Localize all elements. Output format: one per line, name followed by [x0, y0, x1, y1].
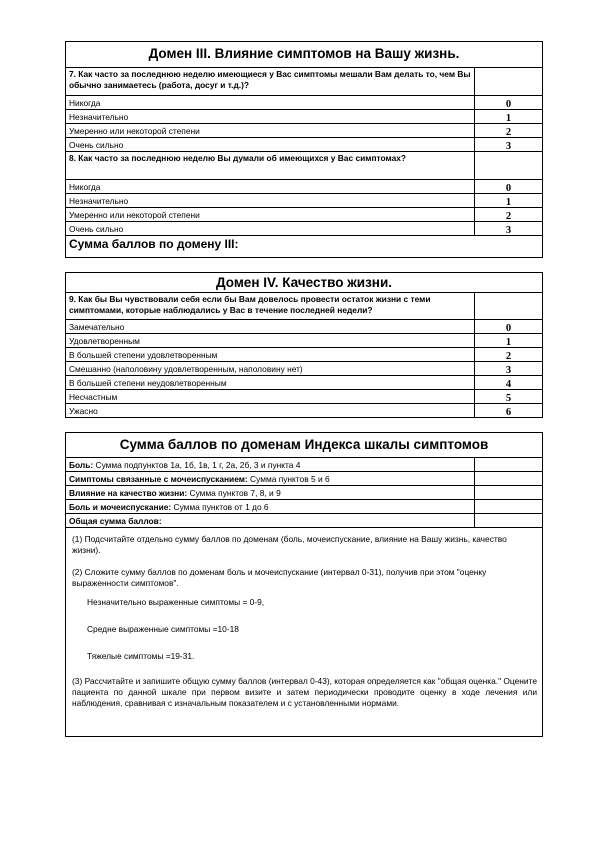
- q8-option-row[interactable]: [66, 194, 542, 208]
- option-score: 4: [505, 379, 512, 390]
- option-label: Несчастным: [66, 390, 475, 403]
- option-score: 2: [505, 127, 512, 138]
- option-label: Замечательно: [66, 320, 475, 333]
- instruction-3: (3) Рассчитайте и запишите общую сумму баллов (интервал 0-43), которая определяется как "общая оценка." Оцените пациента по данной шкале при первом визите и затем периодически проводите оценку в ходе лечения или наблюдения, сравнивая с изначальным показателем и с установленными нормами.: [72, 676, 537, 708]
- summary-row-label: Боль и мочеиспускание:: [69, 502, 172, 512]
- summary-row-label: Влияние на качество жизни:: [69, 488, 188, 498]
- q9-option-row[interactable]: [66, 348, 542, 362]
- summary-score-cell[interactable]: [475, 472, 542, 485]
- question-8-row: [66, 152, 542, 180]
- summary-row-label: Общая сумма баллов:: [69, 516, 162, 526]
- question-9-text: 9. Как бы Вы чувствовали себя если бы Вам довелось провести остаток жизни с теми симптомами, которые наблюдались у Вас в течение последней недели?: [66, 293, 475, 319]
- summary-score-cell[interactable]: [475, 486, 542, 499]
- domain4-table: [65, 272, 543, 418]
- instruction-2: (2) Сложите сумму баллов по доменам боль и мочеиспускание (интервал 0-31), получив при этом "оценку выраженности симптомов".: [72, 567, 487, 588]
- severity-mild: Незначительно выраженные симптомы = 0-9,: [87, 597, 265, 607]
- option-score: 1: [505, 113, 512, 124]
- q7-option-row[interactable]: [66, 110, 542, 124]
- option-label: Очень сильно: [66, 138, 475, 151]
- q9-option-row[interactable]: [66, 390, 542, 404]
- q8-option-row[interactable]: [66, 222, 542, 236]
- q7-option-row[interactable]: [66, 138, 542, 152]
- summary-row-text: Сумма пунктов 7, 8, и 9: [187, 488, 281, 498]
- summary-title: Сумма баллов по доменам Индекса шкалы симптомов: [66, 433, 542, 458]
- q8-option-row[interactable]: [66, 180, 542, 194]
- option-score: 2: [505, 211, 512, 222]
- option-score: 1: [505, 197, 512, 208]
- q8-option-row[interactable]: [66, 208, 542, 222]
- summary-row-label: Симптомы связанные с мочеиспусканием:: [69, 474, 248, 484]
- summary-row-text: Сумма подпунктов 1а, 1б, 1в, 1 г, 2а, 2б, 3 и пункта 4: [93, 460, 301, 470]
- option-label: Очень сильно: [66, 222, 475, 235]
- question-8-score-cell[interactable]: [475, 152, 542, 179]
- option-score: 3: [505, 141, 512, 152]
- summary-row-label: Боль:: [69, 460, 94, 470]
- domain3-title: Домен III. Влияние симптомов на Вашу жизнь.: [66, 42, 542, 68]
- option-score: 0: [505, 323, 512, 334]
- question-7-text: 7. Как часто за последнюю неделю имеющиеся у Вас симптомы мешали Вам делать то, чем Вы обычно занимаетесь (работа, досуг и т.д.)?: [66, 68, 475, 95]
- option-label: В большей степени неудовлетворенным: [66, 376, 475, 389]
- option-label: Никогда: [66, 180, 475, 193]
- q9-option-row[interactable]: [66, 404, 542, 418]
- option-score: 1: [505, 337, 512, 348]
- option-score: 3: [505, 225, 512, 236]
- instruction-1: (1) Подсчитайте отдельно сумму баллов по доменам (боль, мочеиспускание, влияние на Вашу жизнь, качество жизни).: [72, 534, 507, 555]
- option-label: Умеренно или некоторой степени: [66, 208, 475, 221]
- q7-option-row[interactable]: [66, 124, 542, 138]
- question-7-row: [66, 68, 542, 96]
- summary-row: [66, 500, 542, 514]
- option-label: Ужасно: [66, 404, 475, 418]
- severity-severe: Тяжелые симптомы =19-31.: [87, 651, 195, 661]
- domain4-title: Домен IV. Качество жизни.: [66, 273, 542, 293]
- summary-row: [66, 472, 542, 486]
- option-label: Незначительно: [66, 110, 475, 123]
- option-score: 5: [505, 393, 512, 404]
- option-label: Незначительно: [66, 194, 475, 207]
- option-label: Никогда: [66, 96, 475, 109]
- domain3-table: [65, 41, 543, 258]
- option-label: Умеренно или некоторой степени: [66, 124, 475, 137]
- option-score: 0: [505, 99, 512, 110]
- summary-row-text: Сумма пунктов 5 и 6: [247, 474, 330, 484]
- summary-row: [66, 458, 542, 472]
- q9-option-row[interactable]: [66, 376, 542, 390]
- question-9-row: [66, 293, 542, 320]
- summary-row-text: Сумма пунктов от 1 до 6: [171, 502, 269, 512]
- option-label: Удовлетворенным: [66, 334, 475, 347]
- option-score: 0: [505, 183, 512, 194]
- q9-option-row[interactable]: [66, 320, 542, 334]
- summary-table: [65, 432, 543, 737]
- q9-option-row[interactable]: [66, 334, 542, 348]
- option-score: 3: [505, 365, 512, 376]
- question-8-text: 8. Как часто за последнюю неделю Вы думали об имеющихся у Вас симптомах?: [66, 152, 475, 179]
- option-label: Смешанно (наполовину удовлетворенным, наполовину нет): [66, 362, 475, 375]
- q9-option-row[interactable]: [66, 362, 542, 376]
- q7-option-row[interactable]: [66, 96, 542, 110]
- option-score: 2: [505, 351, 512, 362]
- question-7-score-cell[interactable]: [475, 68, 542, 95]
- summary-score-cell[interactable]: [475, 458, 542, 471]
- summary-row: [66, 514, 542, 528]
- question-9-score-cell[interactable]: [475, 293, 542, 319]
- summary-score-cell[interactable]: [475, 514, 542, 527]
- scoring-instructions: [66, 528, 542, 709]
- severity-moderate: Средне выраженные симптомы =10-18: [87, 624, 239, 634]
- summary-score-cell[interactable]: [475, 500, 542, 513]
- option-score: 6: [505, 407, 512, 418]
- option-label: В большей степени удовлетворенным: [66, 348, 475, 361]
- summary-row: [66, 486, 542, 500]
- domain3-sum-label: Сумма баллов по домену III:: [69, 237, 239, 251]
